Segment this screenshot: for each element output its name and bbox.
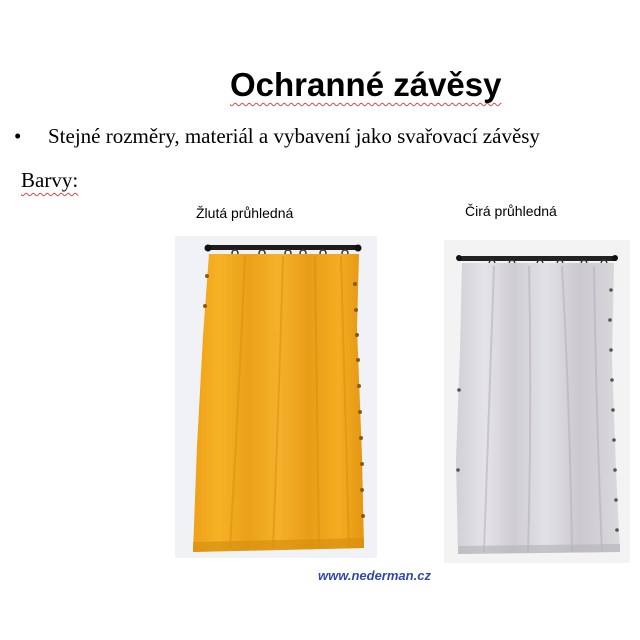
bullet-text: Stejné rozměry, materiál a vybavení jako svařovací závěsy bbox=[48, 124, 540, 148]
bullet-item bbox=[14, 124, 540, 149]
caption-clear-curtain: Čirá průhledná bbox=[465, 203, 557, 219]
bullet-icon: • bbox=[14, 124, 22, 148]
yellow-curtain-image bbox=[175, 236, 377, 558]
clear-curtain-image bbox=[444, 240, 630, 563]
caption-yellow-curtain: Žlutá průhledná bbox=[196, 205, 294, 221]
slide-title: Ochranné závěsy bbox=[230, 66, 502, 103]
footer-link[interactable]: www.nederman.cz bbox=[318, 568, 431, 580]
colors-label: Barvy: bbox=[21, 168, 79, 192]
